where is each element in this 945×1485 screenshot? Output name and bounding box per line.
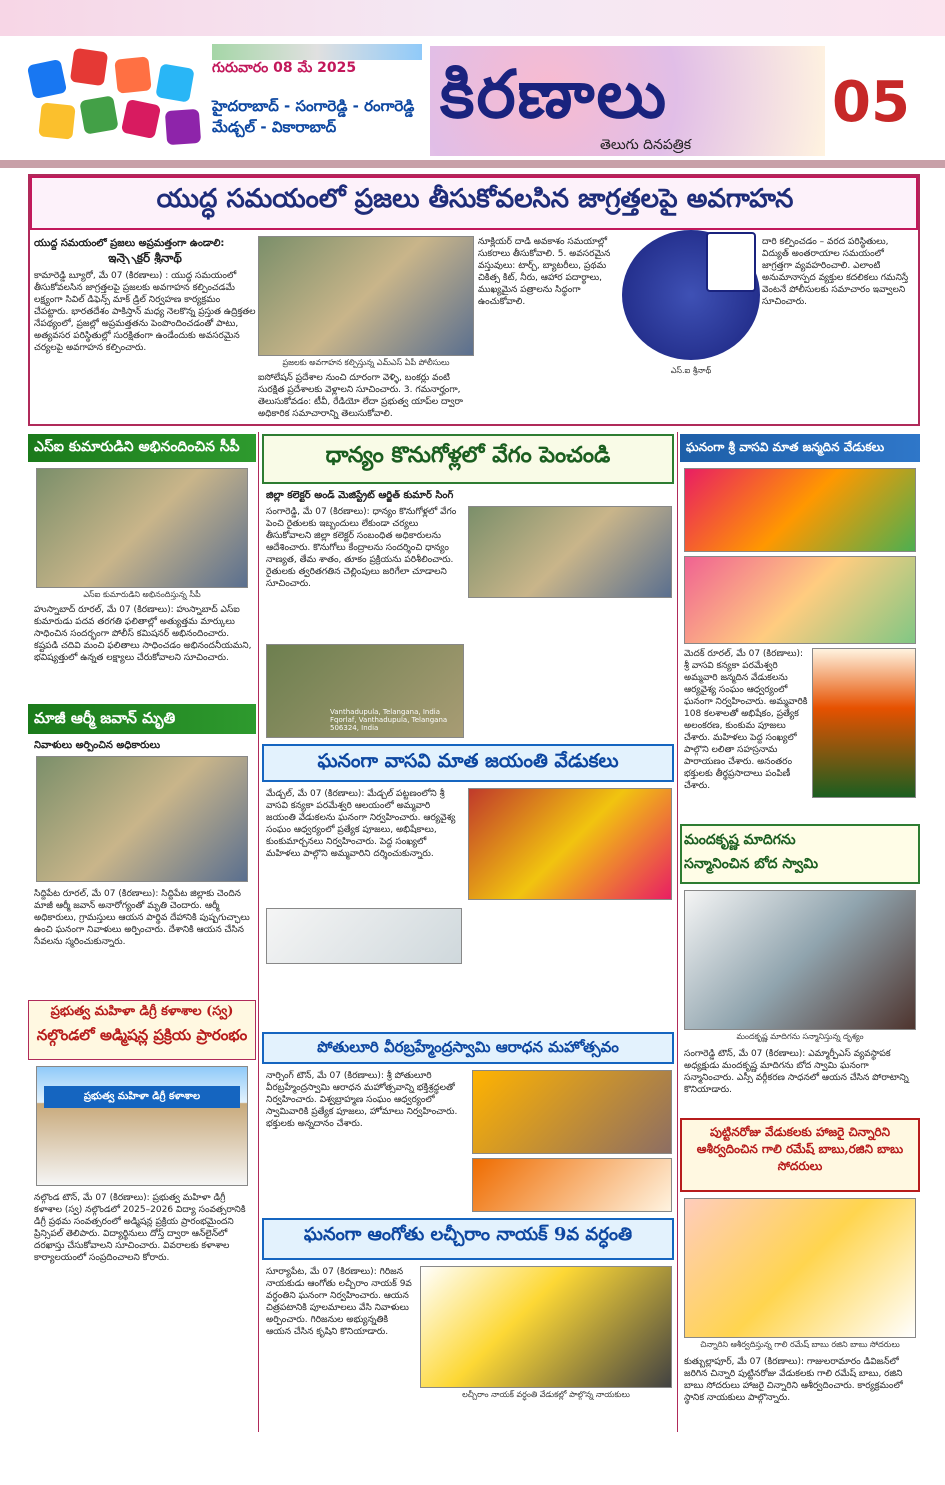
mid-story-2-headline: ఘనంగా వాసవి మాత జయంతి వేడుకలు bbox=[317, 750, 619, 772]
police-badge-logo bbox=[706, 232, 756, 292]
left-story-2-kicker: నివాళులు అర్పించిన అధికారులు bbox=[34, 740, 161, 751]
left-story-1-headline: ఎస్ఐ కుమారుడిని అభినందించిన సీపీ bbox=[28, 434, 256, 462]
right-story-2-body: సంగారెడ్డి టౌన్, మే 07 (కిరణాలు): ఎమ్మార్పీఎస్ వ్యవస్థాపక అధ్యక్షుడు మందకృష్ణ మాదిగను బోద స్వామి ఘనంగా సన్మానించారు. ఎస్సీ వర్గీకరణ సాధనలో ఆయన చేసిన పోరాటాన్ని కొనియాడారు. bbox=[684, 1049, 909, 1095]
map-label-line-1: Vanthadupula, Telangana, India bbox=[330, 708, 441, 716]
top-decorative-band bbox=[0, 0, 945, 36]
lead-photo bbox=[258, 236, 474, 356]
mid-story-4-headline: ఘనంగా ఆంగోతు లచ్చీరాం నాయక్ 9వ వర్ధంతి bbox=[303, 1224, 633, 1245]
right-story-1-body: మెదక్ రూరల్, మే 07 (కిరణాలు): శ్రీ వాసవి కన్యకా పరమేశ్వరి అమ్మవారి జన్మదిన వేడుకలను ఆర్యవైశ్య సంఘం ఆధ్వర్యంలో ఘనంగా నిర్వహించారు. అమ్మవారికి 108 కలశాలతో అభిషేకం, ప్రత్యేక అలంకరణ, కుంకుమ పూజలు చేశారు. మహిళలు పెద్ద సంఖ్యలో పాల్గొని లలితా సహస్రనామ పారాయణం చేశారు. అనంతరం భక్తులకు తీర్థప్రసాదాలు పంపిణీ చేశారు. bbox=[684, 649, 808, 791]
mid-story-4-caption: లచ్చీరాం నాయక్ వర్ధంతి వేడుకల్లో పాల్గొన్న నాయకులు bbox=[462, 1390, 630, 1399]
mid-story-3-headline: పోతులూరి వీరబ్రహ్మేంద్రస్వామి ఆరాధన మహోత్సవం bbox=[317, 1038, 619, 1056]
right-story-1-body-cont bbox=[684, 800, 916, 820]
lead-body-col-3: నూక్లియర్ దాడి అవకాశం సమయాల్లో సుకరాలు తీసుకోవాలి. 5. అవసరమైన వస్తువులు: టార్చ్, బ్యాటరీలు, ప్రథమ చికిత్స కిట్, నీరు, ఆహార పదార్థాలు, ముఖ్యమైన పత్రాలను సిద్ధంగా ఉంచుకోవాలి. bbox=[478, 237, 611, 307]
mid-story-4-body-cont bbox=[420, 1404, 672, 1426]
mid-story-4-body: సూర్యాపేట, మే 07 (కిరణాలు): గిరిజన నాయకుడు ఆంగోతు లచ్చీరాం నాయక్ 9వ వర్ధంతిని ఘనంగా నిర్వహించారు. ఆయన చిత్రపటానికి పూలమాలలు వేసి నివాళులు అర్పించారు. గిరిజనుల అభ్యున్నతికి ఆయన చేసిన కృషిని కొనియాడారు. bbox=[266, 1267, 412, 1337]
column-divider-right bbox=[677, 432, 678, 1432]
mid-story-1-kicker: జిల్లా కలెక్టర్ అండ్ మెజిస్ట్రేట్ ఆర్జిత్ కుమార్ సింగ్ bbox=[266, 490, 454, 501]
mid-story-1-photo bbox=[468, 506, 672, 598]
mid-story-2-body: మేడ్చల్, మే 07 (కిరణాలు): మేడ్చల్ పట్టణంలోని శ్రీ వాసవి కన్యకా పరమేశ్వరి ఆలయంలో అమ్మవారి జయంతి వేడుకలను ఘనంగా నిర్వహించారు. ఆర్యవైశ్య సంఘం ఆధ్వర్యంలో ప్రత్యేక పూజలు, అభిషేకాలు, కుంకుమార్చనలు నిర్వహించారు. పెద్ద సంఖ్యలో మహిళలు పాల్గొని అమ్మవారిని దర్శించుకున్నారు. bbox=[266, 789, 456, 859]
left-story-1-body: హుస్నాబాద్ రూరల్, మే 07 (కిరణాలు): హుస్నాబాద్ ఎస్ఐ కుమారుడు పదవ తరగతి ఫలితాల్లో అత్యుత్తమ మార్కులు సాధించిన సందర్భంగా పోలీస్ కమిషనర్ అభినందించారు. కష్టపడి చదివి మంచి ఫలితాలు సాధించడం అభినందనీయమని, భవిష్యత్తులో ఉన్నత లక్ష్యాలు చేరుకోవాలని సూచించారు. bbox=[34, 605, 252, 663]
newspaper-masthead: కిరణాలు bbox=[440, 55, 669, 133]
mid-story-2-photo-2 bbox=[266, 908, 462, 964]
mid-story-4-photo bbox=[420, 1266, 672, 1388]
mid-story-1-body: సంగారెడ్డి, మే 07 (కిరణాలు): ధాన్యం కొనుగోళ్లలో వేగం పెంచి రైతులకు ఇబ్బందులు లేకుండా చర్యలు తీసుకోవాలని జిల్లా కలెక్టర్ సంబంధిత అధికారులను ఆదేశించారు. కొనుగోలు కేంద్రాలను సందర్శించి ధాన్యం నాణ్యత, తేమ శాతం, తూకం ప్రక్రియను పరిశీలించారు. రైతులకు త్వరితగతిన చెల్లింపులు జరిగేలా చూడాలని సూచించారు. bbox=[266, 507, 457, 589]
left-story-2-headline: మాజీ ఆర్మీ జవాన్ మృతి bbox=[28, 704, 256, 734]
map-location-label bbox=[330, 708, 464, 732]
left-story-1-caption: ఎస్ఐ కుమారుడిని అభినందిస్తున్న సీపీ bbox=[83, 590, 201, 599]
inset-caption: ఎస్.ఐ శ్రీనాథ్ bbox=[670, 366, 712, 375]
mid-story-2-photo-1 bbox=[468, 788, 672, 900]
page-number: 05 bbox=[832, 70, 910, 135]
right-story-3-caption: చిన్నారిని ఆశీర్వదిస్తున్న గాలి రమేష్ బాబు రజిని బాబు సోదరులు bbox=[700, 1340, 900, 1349]
cities-line-2: మేడ్చల్ - వికారాబాద్ bbox=[212, 118, 337, 136]
mid-story-2-body-cont bbox=[468, 904, 672, 964]
left-story-3-photo bbox=[36, 1066, 248, 1186]
left-story-3-body: నల్గొండ టౌన్, మే 07 (కిరణాలు): ప్రభుత్వ మహిళా డిగ్రీ కళాశాల (స్వ) నల్గొండలో 2025–2026 విద్యా సంవత్సరానికి డిగ్రీ ప్రథమ సంవత్సరంలో అడ్మిషన్ల ప్రక్రియ ప్రారంభమైందని ప్రిన్సిపల్ తెలిపారు. విద్యార్థినులు దోస్త్ ద్వారా ఆన్‌లైన్‌లో దరఖాస్తు చేసుకోవాలని సూచించారు. వివరాలకు కళాశాల కార్యాలయంలో సంప్రదించాలని కోరారు. bbox=[34, 1193, 246, 1263]
edition-cities bbox=[212, 96, 432, 156]
lead-byline: ఇన్స్పెక్టర్ శ్రీనాథ్ bbox=[108, 252, 182, 264]
map-label-line-2: Fqorlaf, Vanthadupula, Telangana 506324, India bbox=[330, 716, 448, 732]
column-divider-left bbox=[258, 432, 259, 1432]
lead-headline: యుద్ధ సమయంలో ప్రజలు తీసుకోవలసిన జాగ్రత్తలపై అవగాహన bbox=[156, 184, 794, 214]
left-story-2-body: సిద్దిపేట రూరల్, మే 07 (కిరణాలు): సిద్దిపేట జిల్లాకు చెందిన మాజీ ఆర్మీ జవాన్ అనారోగ్యంతో మృతి చెందారు. ఆర్మీ అధికారులు, గ్రామస్తులు ఆయన పార్థివ దేహానికి పుష్పగుచ్ఛాలు ఉంచి ఘనంగా నివాళులు అర్పించారు. దేశానికి ఆయన చేసిన సేవలను స్మరించుకున్నారు. bbox=[34, 889, 250, 947]
masthead-tagline: తెలుగు దినపత్రిక bbox=[600, 137, 692, 153]
right-story-3-photo bbox=[684, 1198, 916, 1338]
right-story-2-headline-2: సన్మానించిన బోద స్వామి bbox=[684, 856, 819, 872]
left-story-3-headline-1: ప్రభుత్వ మహిళా డిగ్రీ కళాశాల (స్వ) bbox=[50, 1004, 234, 1019]
mid-story-1-headline: ధాన్యం కొనుగోళ్లలో వేగం పెంచండి bbox=[325, 442, 611, 468]
social-icons-graphic bbox=[20, 40, 205, 158]
lead-photo-caption: ప్రజలకు అవగాహన కల్పిస్తున్న ఎమ్‌ఎస్ ఏపీ పోలీసులు bbox=[282, 358, 450, 367]
mid-story-1-body-cont bbox=[468, 602, 672, 738]
city-skyline-strip bbox=[212, 44, 422, 60]
right-story-1-photo-2 bbox=[684, 556, 916, 644]
lead-body-col-3b bbox=[622, 380, 760, 422]
mid-story-3-body: నార్సింగ్ టౌన్, మే 07 (కిరణాలు): శ్రీ పోతులూరి వీరబ్రహ్మేంద్రస్వామి ఆరాధన మహోత్సవాన్ని భక్తిశ్రద్ధలతో నిర్వహించారు. విశ్వబ్రాహ్మణ సంఘం ఆధ్వర్యంలో స్వామివారికి ప్రత్యేక పూజలు, హోమాలు నిర్వహించారు. భక్తులకు అన్నదానం చేశారు. bbox=[266, 1071, 458, 1129]
header-divider bbox=[0, 160, 945, 168]
right-story-1-headline: ఘనంగా శ్రీ వాసవి మాత జన్మదిన వేడుకలు bbox=[680, 434, 920, 462]
deity-photo bbox=[812, 648, 916, 798]
right-story-3-headline: పుట్టినరోజు వేడుకలకు హాజరై చిన్నారిని ఆశీర్వదించిన గాలి రమేష్ బాబు,రజిని బాబు సోదరులు bbox=[696, 1125, 904, 1173]
mid-story-3-photo-2 bbox=[472, 1158, 672, 1212]
right-story-2-photo bbox=[684, 890, 916, 1030]
mid-story-3-photo-1 bbox=[472, 1070, 672, 1154]
cities-line-1: హైదరాబాద్ - సంగారెడ్డి - రంగారెడ్డి bbox=[212, 97, 415, 115]
left-story-3-headline-2: నల్గొండలో అడ్మిషన్ల ప్రక్రియ ప్రారంభం bbox=[36, 1026, 248, 1044]
right-story-2-headline-1: మందకృష్ణ మాదిగను bbox=[684, 832, 796, 848]
left-story-1-photo bbox=[36, 468, 248, 588]
right-story-3-body: కుత్బుల్లాపూర్, మే 07 (కిరణాలు): గాజులరామారం డివిజన్‌లో జరిగిన చిన్నారి పుట్టినరోజు వేడుకలకు గాలి రమేష్ బాబు, రజిని బాబు సోదరులు హాజరై చిన్నారిని ఆశీర్వదించారు. కార్యక్రమంలో స్థానిక నాయకులు పాల్గొన్నారు. bbox=[684, 1357, 903, 1403]
left-story-2-photo bbox=[36, 756, 248, 882]
right-story-2-caption: మందకృష్ణ మాదిగను సన్మానిస్తున్న దృశ్యం bbox=[736, 1032, 864, 1041]
lead-body-col-4: దారి కల్పించడం – వరద పరిస్థితులు, విద్యుత్ అంతరాయాల సమయంలో జాగ్రత్తగా వ్యవహరించాలి. ఎలాంటి అనుమానాస్పద వ్యక్తుల కదలికలు గమనిస్తే వెంటనే పోలీసులకు సమాచారం ఇవ్వాలని సూచించారు. bbox=[762, 237, 909, 307]
lead-body-col-1: కామారెడ్డి బ్యూరో, మే 07 (కిరణాలు) : యుద్ధ సమయంలో తీసుకోవలసిన జాగ్రత్తలపై ప్రజలకు అవగాహన కల్పించడమే లక్ష్యంగా సివిల్ డిఫెన్స్ మాక్ డ్రిల్ నిర్వహణ కార్యక్రమం చేపట్టారు. భారతదేశం పాకిస్తాన్ మధ్య నెలకొన్న ప్రస్తుత ఉద్రిక్తతల నేపథ్యంలో, ప్రజల్లో అప్రమత్తతను పెంపొందించడంతో పాటు, అత్యవసర పరిస్థితుల్లో సురక్షితంగా ఉండేందుకు అవసరమైన చర్యలపై అవగాహన కల్పించారు. bbox=[34, 271, 256, 353]
right-story-1-photo-1 bbox=[684, 468, 916, 552]
issue-date: గురువారం 08 మే 2025 bbox=[212, 60, 357, 76]
lead-body-col-2: ఐసోలేషన్ ప్రదేశాల నుంచి దూరంగా వెళ్ళి, బంకర్లు వంటి సురక్షిత ప్రదేశాలకు వెళ్లాలని సూచించారు. 3. గమనార్హంగా, తెలుసుకోవడం: టీవీ, రేడియో లేదా ప్రభుత్వ యాప్‌ల ద్వారా అధికారిక సమాచారాన్ని తెలుసుకోవాలి. bbox=[258, 373, 463, 419]
college-sign: ప్రభుత్వ మహిళా డిగ్రీ కళాశాల bbox=[44, 1086, 240, 1108]
lead-kicker: యుద్ధ సమయంలో ప్రజలు అప్రమత్తంగా ఉండాలి: bbox=[34, 238, 225, 249]
